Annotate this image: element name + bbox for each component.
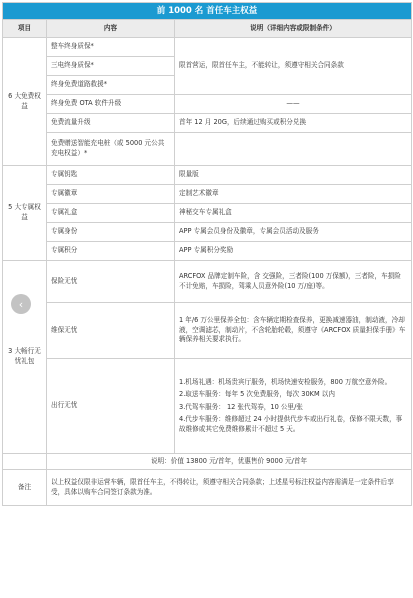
header-item: 项目 [3,20,47,38]
description-cell: 1 年/6 万公里保养全包：含车辆定期检查保养，更换减速器油，制动液，冷却液，空调滤芯，制动片，不含轮胎轮毂，须遵守《ARCFOX 质量担保手册》车辆保养相关要求执行。 [175,303,412,359]
description-cell: 限首营运，限首任车主，不能转让，须遵守相关合同条款 [175,38,412,95]
content-cell: 专属积分 [47,242,175,261]
content-cell: 三电终身质保* [47,57,175,76]
description-cell: ARCFOX 品牌定制车险，含 交强险，三者险(100 万保额)，三者险，车损险不计免赔，车损险，驾乘人员意外险(10 万/座)等。 [175,261,412,303]
remark-text: 以上权益仅限非运营车辆，限首任车主，不得转让，须遵守相关合同条款；上述星号标注权益内容需满足一定条件后享受，具体以购车合同签订条款为准。 [47,470,412,506]
content-cell: 免费赠送智能充电桩（或 5000 元公共充电权益）* [47,133,175,166]
summary-text: 说明：价值 13800 元/首年，优惠售价 9000 元/首年 [47,454,412,470]
content-cell: 专属身份 [47,223,175,242]
description-cell: 定制艺术徽章 [175,185,412,204]
content-cell: 维保无忧 [47,303,175,359]
content-cell: 免费流量升级 [47,114,175,133]
description-cell: 神秘交车专属礼盒 [175,204,412,223]
content-cell: 专属钥匙 [47,166,175,185]
content-cell: 出行无忧 [47,359,175,454]
content-cell: 保险无忧 [47,261,175,303]
description-cell: APP 专属积分奖励 [175,242,412,261]
description-cell: —— [175,95,412,114]
summary-blank-cell [3,454,47,470]
group-worry-free-package: 3 大畅行无忧礼包 [3,261,47,454]
header-content: 内容 [47,20,175,38]
chevron-left-icon[interactable]: ‹ [11,294,31,314]
remark-label: 备注 [3,470,47,506]
benefits-table [2,2,412,506]
description-cell: APP 专属会员身份及徽章，专属会员活动及服务 [175,223,412,242]
travel-line-2: 2.取送车服务：每年 5 次免费服务，每次 30KM 以内 [179,390,335,399]
description-cell: 限量版 [175,166,412,185]
description-cell: 首年 12 月 20G，后续通过购买或积分兑换 [175,114,412,133]
group-exclusive-benefits: 5 大专属权益 [3,166,47,261]
page [0,2,413,598]
table-title: 前 1000 名 首任车主权益 [3,3,412,20]
travel-line-1: 1.机场礼遇：机场贵宾厅服务，机场快速安检服务，800 万航空意外险。 [179,377,392,386]
content-cell: 专属礼盒 [47,204,175,223]
content-cell: 终身免费道路救援* [47,76,175,95]
description-cell [175,359,412,454]
content-cell: 专属徽章 [47,185,175,204]
content-cell: 整车终身质保* [47,38,175,57]
header-description: 说明（详细内容或限制条件） [175,20,412,38]
content-cell: 终身免费 OTA 软件升级 [47,95,175,114]
description-cell [175,133,412,166]
group-free-benefits: 6 大免费权益 [3,38,47,166]
travel-line-4: 4.代步车服务：维修超过 24 小时提供代步车或出行礼卷，保修不限天数，事故维修或其它免费维修累计不超过 5 天。 [179,415,403,433]
travel-line-3: 3.代驾车服务： 12 张代驾券，10 公里/张 [179,402,303,411]
